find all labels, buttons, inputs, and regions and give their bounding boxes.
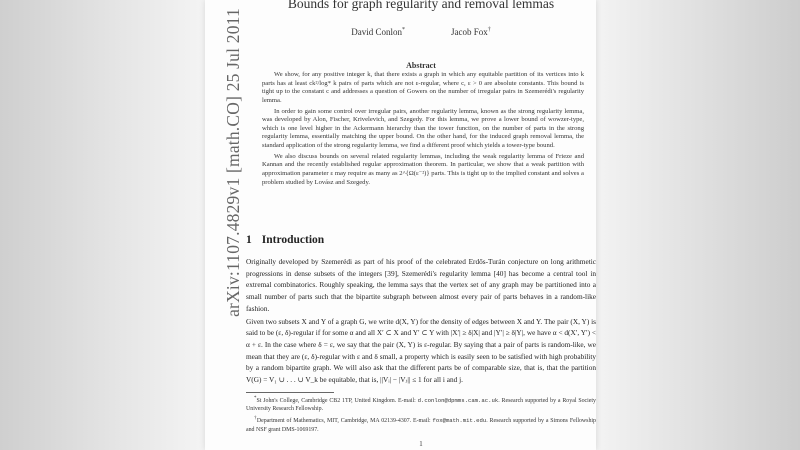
email-link[interactable]: fox@math.mit.edu [432, 417, 487, 425]
body-paragraph: Given two subsets X and Y of a graph G, we write d(X, Y) for the density of edges between X and Y. The pair (X, Y) is said to be (ε, δ)-regular if for some α and all X′ ⊂ X and Y′ ⊂ Y with |X′| ≥ δ|X| and |Y′| ≥ δ|Y|, we have α < d(X′, Y′) < α + ε. In the case where δ = ε, we say that the pair (X, Y) is ε-regular. By saying that a pair of parts is random-like, we mean that they are (ε, δ)-regular with ε and δ small, a property which is easily seen to be satisfied with high probability by a random bipartite graph. We will also ask that the different parts be of comparable size, that is, that the partition V(G) = V₁ ∪ . . . ∪ V_k be equitable, that is, ||Vᵢ| − |Vⱼ|| ≤ 1 for all i and j. [246, 316, 596, 385]
email-link[interactable]: d.conlon@dpmms.cam.ac.uk [417, 396, 499, 404]
footnote-divider [246, 392, 334, 393]
footnotes [246, 395, 596, 436]
viewer-background-right [596, 0, 800, 450]
section-heading [246, 234, 596, 246]
author: Jacob Fox† [451, 27, 491, 37]
section-title: Introduction [261, 234, 325, 246]
abstract-paragraph: In order to gain some control over irregular pairs, another regularity lemma, known as the strong regularity lemma, was developed by Alon, Fischer, Krivelevich, and Szegedy. For this lemma, we prove a lower bound of wowzer-type, which is one level higher in the Ackermann hierarchy than the tower function, on the number of parts in the strong regularity lemma, essentially matching the upper bound. On the other hand, for the induced graph removal lemma, the standard application of the strong regularity lemma, we find a different proof which yields a tower-type bound. [262, 107, 584, 149]
page-number: 1 [419, 441, 423, 448]
footnote: †Department of Mathematics, MIT, Cambridge, MA 02139-4307. E-mail: fox@math.mit.edu. Research supported by a Simons Fellowship and NSF grant DMS-1069197. [246, 416, 596, 433]
arxiv-identifier-stamp [222, 7, 244, 317]
author-list [246, 27, 596, 37]
paper-title: Bounds for graph regularity and removal lemmas [287, 0, 555, 11]
arxiv-identifier-text: arXiv:1107.4829v1 [math.CO] 25 Jul 2011 [222, 7, 243, 317]
footnote: *St John's College, Cambridge CB2 1TP, United Kingdom. E-mail: d.conlon@dpmms.cam.ac.uk. Research supported by a Royal Society University Research Fellowship. [246, 396, 597, 413]
section-number: 1 [246, 234, 252, 246]
viewer-background-left [0, 0, 205, 450]
abstract-paragraph: We also discuss bounds on several related regularity lemmas, including the weak regularity lemma of Frieze and Kannan and the recently established regular approximation theorem. In particular, we show that a weak partition with approximation parameter ε may require as many as 2^{Ω(ε⁻²)} parts. This is tight up to the implied constant and solves a problem studied by Lovász and Szegedy. [262, 152, 584, 186]
abstract-paragraph: We show, for any positive integer k, that there exists a graph in which any equitable partition of its vertices into k parts has at least ck²/log* k pairs of parts which are not ε-regular, where c, ε > 0 are absolute constants. This bound is tight up to the constant c and addresses a question of Gowers on the number of irregular pairs in Szemerédi's regularity lemma. [262, 71, 584, 104]
abstract-body [262, 71, 584, 190]
introduction-body [246, 256, 596, 386]
abstract-heading: Abstract [406, 61, 436, 70]
author: David Conlon* [351, 27, 405, 37]
body-paragraph: Originally developed by Szemerédi as part of his proof of the celebrated Erdős-Turán conjecture on long arithmetic progressions in dense subsets of the integers [39], Szemerédi's regularity lemma [40] has become a central tool in extremal combinatorics. Roughly speaking, the lemma says that the vertex set of any graph may be partitioned into a small number of parts such that the bipartite subgraph between almost every pair of parts behaves in a random-like fashion. [246, 257, 596, 313]
